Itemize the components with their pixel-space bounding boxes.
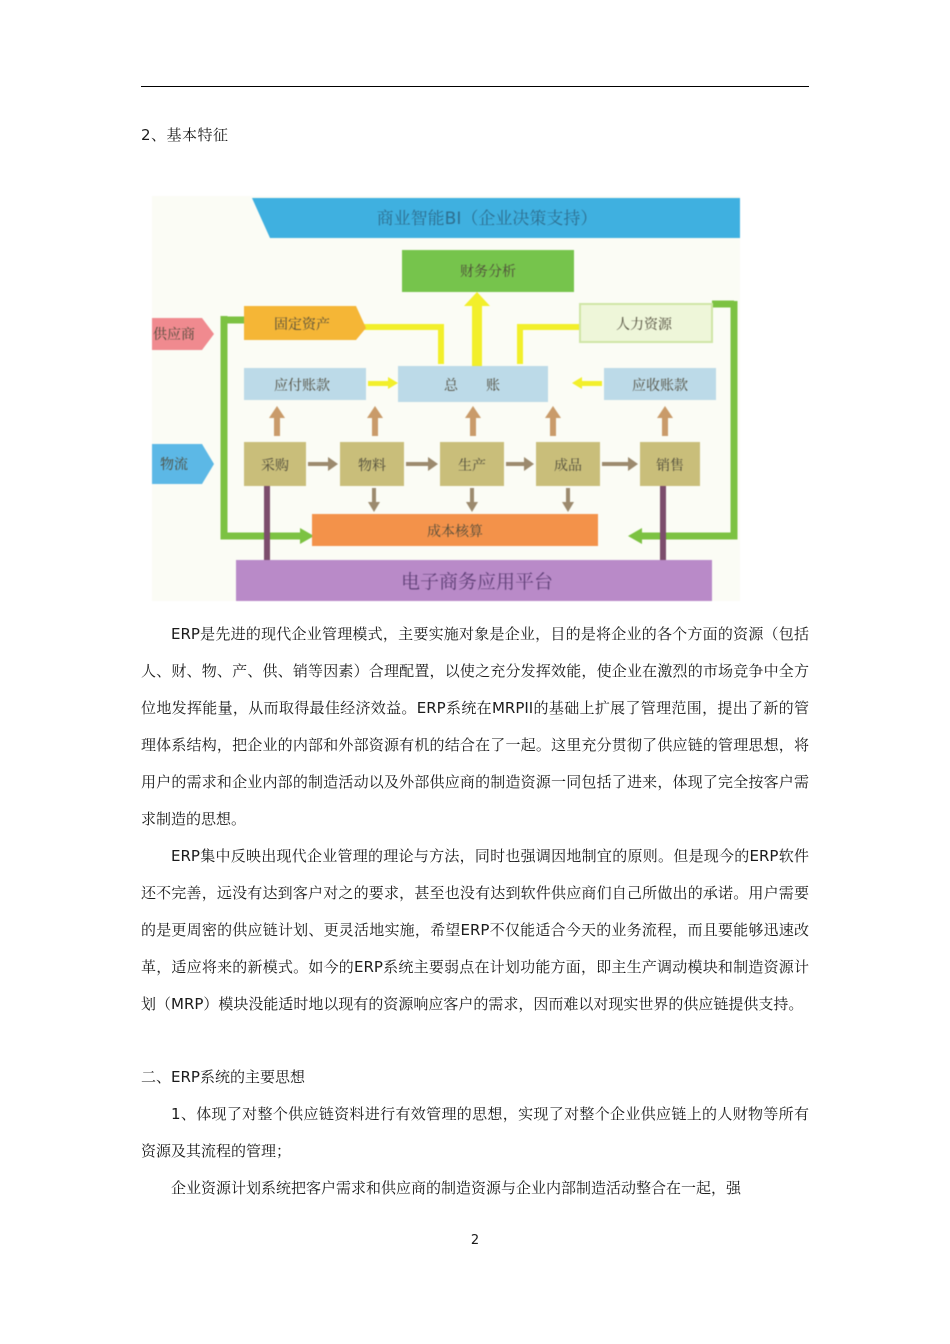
- ecommerce-platform-label: 电子商务应用平台: [400, 571, 554, 593]
- receivables-box: [604, 368, 716, 400]
- production-box: [440, 442, 504, 486]
- ecommerce-platform: [236, 560, 712, 601]
- sales-box: [640, 442, 700, 486]
- human-resources-label: 人力资源: [616, 317, 672, 333]
- paragraph-idea-1: 1、体现了对整个供应链资料进行有效管理的思想，实现了对整个企业供应链上的人财物等所有资源及其流程的管理；: [141, 1105, 809, 1160]
- general-ledger-box: [398, 366, 548, 402]
- cost-accounting-box: [312, 514, 598, 546]
- bi-banner-label: 商业智能BI（企业决策支持）: [376, 209, 598, 229]
- page-number: 2: [470, 1233, 480, 1248]
- right-arrow-icon: [300, 528, 314, 544]
- human-resources-box: [580, 304, 712, 342]
- flow-label-sales: 销售: [656, 458, 684, 474]
- paragraph-erp-intro: ERP是先进的现代企业管理模式，主要实施对象是企业，目的是将企业的各个方面的资源（包括人、财、物、产、供、销等因素）合理配置，以使之充分发挥效能，使企业在激烈的市场竞争中全方位地发挥能量，从而取得最佳经济效益。ERP系统在MRPII的基础上扩展了管理范围，提出了新的管理体系结构，把企业的内部和外部资源有机的结合在了一起。这里充分贯彻了供应链的管理思想，将用户的需求和企业内部的制造活动以及外部供应商的制造资源一同包括了进来，体现了完全按客户需求制造的思想。: [141, 625, 809, 828]
- logistics-tag-label: 物流: [160, 457, 188, 473]
- subheading-main-ideas: 二、ERP系统的主要思想: [141, 1068, 305, 1086]
- financial-analysis-label: 财务分析: [460, 264, 516, 280]
- erp-structure-diagram: [152, 196, 740, 601]
- bi-banner: [252, 198, 740, 238]
- receivables-label: 应收账款: [632, 378, 688, 394]
- yellow-connector: [580, 381, 602, 386]
- purchase-box: [244, 442, 306, 486]
- paragraph-erp-limitations: ERP集中反映出现代企业管理的理论与方法，同时也强调因地制宜的原则。但是现今的ERP软件还不完善，远没有达到客户对之的要求，甚至也没有达到软件供应商们自己所做出的承诺。用户需要的是更周密的供应链计划、更灵活地实施，希望ERP不仅能适合今天的业务流程，而且要能够迅速改革，适应将来的新模式。如今的ERP系统主要弱点在计划功能方面，即主生产调动模块和制造资源计划（MRP）模块没能适时地以现有的资源响应客户的需求，因而难以对现实世界的供应链提供支持。: [141, 847, 809, 1013]
- yellow-connector: [368, 381, 390, 386]
- down-arrow-group: [368, 488, 574, 512]
- fixed-assets-label: 固定资产: [274, 317, 330, 333]
- green-loop-line: [224, 316, 302, 536]
- supplier-tag: [152, 318, 214, 350]
- left-arrow-icon: [572, 377, 582, 389]
- yellow-connector: [517, 324, 579, 330]
- payables-label: 应付账款: [274, 378, 330, 394]
- payables-box: [244, 368, 366, 400]
- header-rule: [141, 86, 809, 87]
- paragraph-integration: 企业资源计划系统把客户需求和供应商的制造资源与企业内部制造活动整合在一起，强: [171, 1179, 742, 1197]
- yellow-connector: [360, 324, 444, 330]
- yellow-connector: [438, 324, 444, 364]
- flow-label-production: 生产: [458, 458, 486, 474]
- general-ledger-label: 总 账: [444, 378, 500, 394]
- logistics-tag: [152, 444, 214, 484]
- platform-connector: [264, 486, 270, 560]
- financial-analysis-box: [402, 250, 574, 292]
- finished-goods-box: [536, 442, 600, 486]
- flow-label-material: 物料: [358, 458, 386, 474]
- yellow-connector: [517, 324, 523, 364]
- platform-connector: [660, 486, 666, 560]
- flow-label-finished: 成品: [554, 458, 582, 474]
- right-arrow-icon: [388, 377, 398, 389]
- flow-label-purchase: 采购: [261, 458, 289, 474]
- cost-accounting-label: 成本核算: [427, 524, 483, 540]
- up-arrow-group: [269, 406, 673, 436]
- fixed-assets-box: [244, 306, 366, 340]
- up-arrow-icon: [464, 292, 490, 306]
- material-box: [340, 442, 404, 486]
- left-arrow-icon: [628, 528, 642, 544]
- supplier-tag-label: 供应商: [153, 327, 195, 343]
- section-heading: 2、基本特征: [141, 126, 229, 144]
- yellow-connector: [472, 304, 482, 366]
